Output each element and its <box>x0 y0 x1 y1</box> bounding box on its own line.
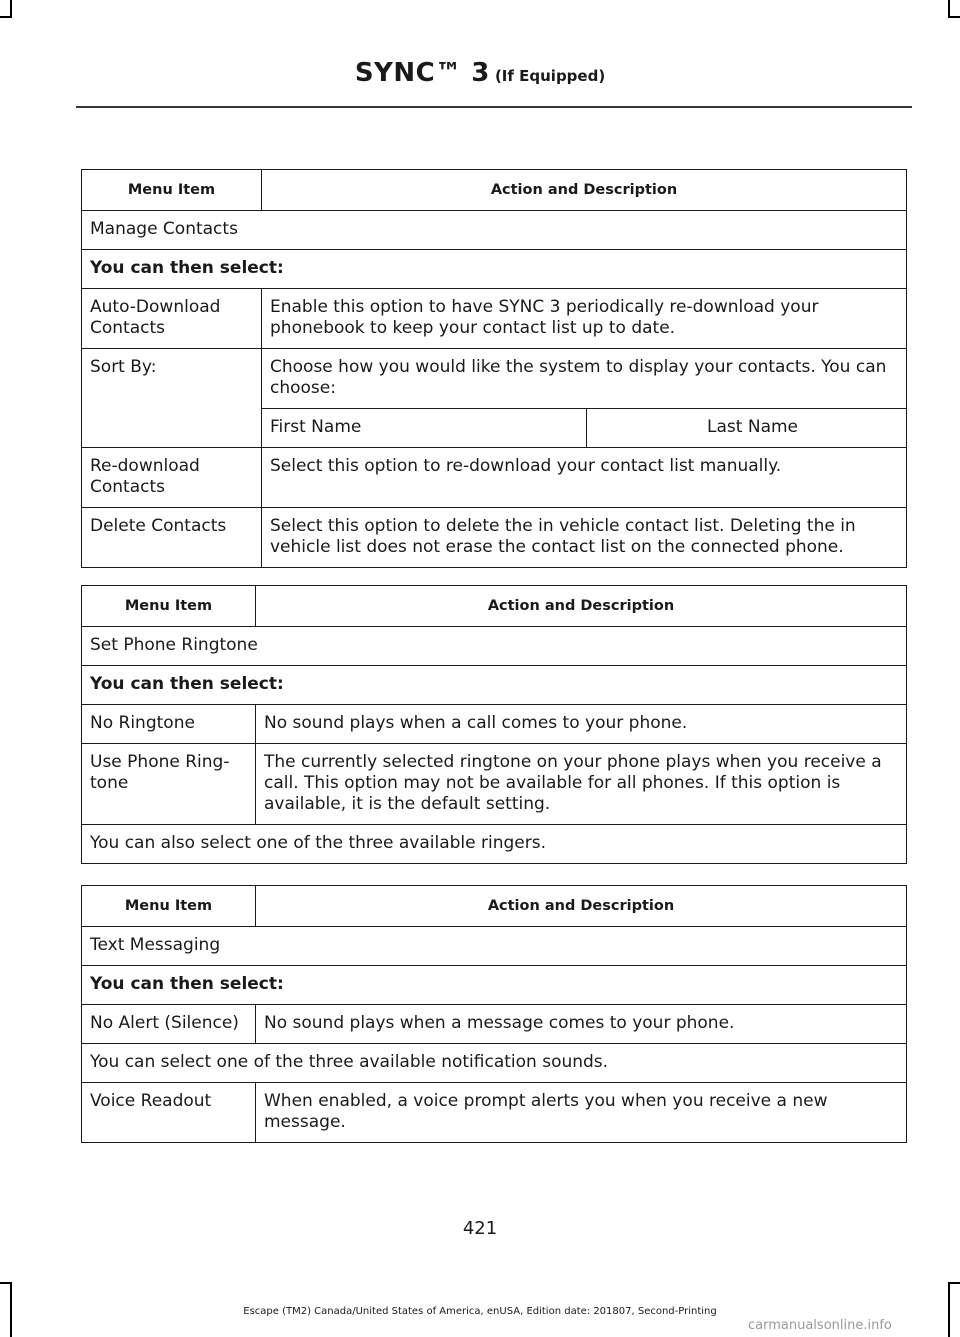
then-select-label: You can then select: <box>82 250 907 289</box>
table-row <box>82 289 907 349</box>
menu-item-cell: Use Phone Ring-tone <box>82 744 256 825</box>
column-header-action: Action and Description <box>256 886 907 927</box>
description-cell: No sound plays when a call comes to your phone. <box>256 705 907 744</box>
page-subtitle: (If Equipped) <box>494 67 606 85</box>
crop-mark-bottom-left <box>0 1282 12 1284</box>
menu-item-cell: Re-download Contacts <box>82 448 262 508</box>
description-cell: The currently selected ringtone on your phone plays when you receive a call. This option may not be available for all phones. If this option is available, it is the default setting. <box>256 744 907 825</box>
table-header-row <box>82 170 907 211</box>
crop-mark-top-left <box>0 16 12 18</box>
description-cell: Enable this option to have SYNC 3 periodically re-download your phonebook to keep your contact list up to date. <box>262 289 907 349</box>
manage-contacts-table <box>81 169 907 568</box>
section-title: Set Phone Ringtone <box>82 627 907 666</box>
table-row <box>82 744 907 825</box>
table-header-row <box>82 886 907 927</box>
description-cell: Choose how you would like the system to display your contacts. You can choose: <box>262 349 907 409</box>
description-cell: No sound plays when a message comes to your phone. <box>256 1005 907 1044</box>
watermark-text: carmanualsonline.info <box>748 1318 892 1333</box>
table-row <box>82 825 907 864</box>
table-row <box>82 349 907 409</box>
column-header-menu-item: Menu Item <box>82 170 262 211</box>
column-header-action: Action and Description <box>256 586 907 627</box>
then-select-label: You can then select: <box>82 666 907 705</box>
menu-item-cell: Voice Readout <box>82 1083 256 1143</box>
table-row <box>82 705 907 744</box>
description-cell: Select this option to delete the in vehicle contact list. Deleting the in vehicle list does not erase the contact list on the connected phone. <box>262 508 907 568</box>
header-divider <box>76 106 912 108</box>
page-header <box>0 58 960 88</box>
section-title: Text Messaging <box>82 927 907 966</box>
table-row <box>82 927 907 966</box>
section-title: Manage Contacts <box>82 211 907 250</box>
table-row <box>82 666 907 705</box>
table-row <box>82 966 907 1005</box>
menu-item-cell: Delete Contacts <box>82 508 262 568</box>
table-row <box>82 211 907 250</box>
text-messaging-table <box>81 885 907 1143</box>
page-number: 421 <box>462 1218 498 1239</box>
description-cell: Select this option to re-download your contact list manually. <box>262 448 907 508</box>
phone-ringtone-table <box>81 585 907 864</box>
description-cell: When enabled, a voice prompt alerts you when you receive a new message. <box>256 1083 907 1143</box>
table-row <box>82 1083 907 1143</box>
table-header-row <box>82 586 907 627</box>
crop-mark-top-right <box>948 16 960 18</box>
table-row <box>82 1005 907 1044</box>
column-header-menu-item: Menu Item <box>82 886 256 927</box>
table-row <box>82 508 907 568</box>
column-header-menu-item: Menu Item <box>82 586 256 627</box>
table-row <box>82 627 907 666</box>
menu-item-cell: No Alert (Silence) <box>82 1005 256 1044</box>
sort-option-last-name: Last Name <box>587 409 907 448</box>
table-row <box>82 250 907 289</box>
menu-item-cell: Auto-Download Contacts <box>82 289 262 349</box>
table-row <box>82 448 907 508</box>
then-select-label: You can then select: <box>82 966 907 1005</box>
note-cell: You can also select one of the three available ringers. <box>82 825 907 864</box>
crop-mark-bottom-right <box>948 1282 960 1284</box>
page-title: SYNC™ 3 <box>354 58 490 88</box>
sort-option-first-name: First Name <box>262 409 587 448</box>
menu-item-cell: No Ringtone <box>82 705 256 744</box>
menu-item-cell: Sort By: <box>82 349 262 448</box>
table-row <box>82 1044 907 1083</box>
note-cell: You can select one of the three available notification sounds. <box>82 1044 907 1083</box>
column-header-action: Action and Description <box>262 170 907 211</box>
footer-text: Escape (TM2) Canada/United States of America, enUSA, Edition date: 201807, Second-Printing <box>243 1306 717 1317</box>
